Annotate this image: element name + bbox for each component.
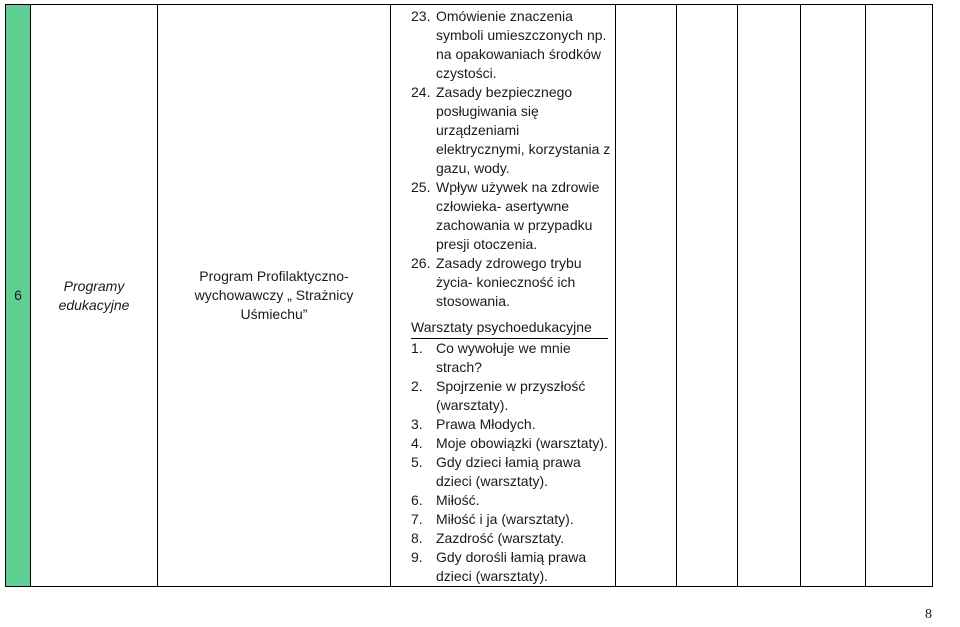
table-row <box>6 5 933 587</box>
list-item-number: 3. <box>411 416 423 432</box>
empty-cell-5 <box>866 5 933 587</box>
list-item <box>411 453 611 491</box>
list-item-text: Zasady zdrowego trybu życia- konieczność ich stosowania. <box>436 255 582 309</box>
list-item-number: 9. <box>411 549 423 565</box>
workshop-list <box>411 339 611 586</box>
empty-cell-4 <box>801 5 866 587</box>
row-number: 6 <box>14 287 22 303</box>
topics-content <box>391 5 615 586</box>
list-item-text: Co wywołuje we mnie strach? <box>436 340 571 375</box>
list-item <box>411 529 611 548</box>
list-item <box>411 178 611 254</box>
list-item <box>411 83 611 178</box>
program-table <box>5 4 933 587</box>
list-item-number: 4. <box>411 435 423 451</box>
list-item <box>411 7 611 83</box>
page-number: 8 <box>925 607 932 622</box>
list-item <box>411 434 611 453</box>
topic-list <box>411 7 611 311</box>
list-item-number: 7. <box>411 511 423 527</box>
list-item-text: Moje obowiązki (warsztaty). <box>436 435 608 451</box>
workshops-title: Warsztaty psychoedukacyjne <box>411 318 608 339</box>
list-item-text: Zasady bezpiecznego posługiwania się urządzeniami elektrycznymi, korzystania z gazu, wody. <box>436 84 611 176</box>
list-item-text: Miłość. <box>436 492 480 508</box>
program-name: Program Profilaktyczno-wychowawczy „ Strażnicy Uśmiechu” <box>194 268 354 322</box>
list-item <box>411 491 611 510</box>
topics-cell <box>391 5 616 587</box>
list-item-number: 23. <box>411 8 431 24</box>
list-item <box>411 415 611 434</box>
list-item-text: Miłość i ja (warsztaty). <box>436 511 574 527</box>
list-item-text: Prawa Młodych. <box>436 416 536 432</box>
list-item-text: Spojrzenie w przyszłość (warsztaty). <box>436 378 586 413</box>
list-item-number: 26. <box>411 255 431 271</box>
list-item-number: 5. <box>411 454 423 470</box>
empty-cell-1 <box>616 5 677 587</box>
list-item <box>411 339 611 377</box>
list-item-number: 24. <box>411 84 431 100</box>
category-label: Programy edukacyjne <box>58 277 130 313</box>
list-item-number: 2. <box>411 378 423 394</box>
list-item-text: Zazdrość (warsztaty. <box>436 530 565 546</box>
program-cell <box>158 5 391 587</box>
list-item-text: Wpływ używek na zdrowie człowieka- asertywne zachowania w przypadku presji otoczenia. <box>436 179 600 252</box>
list-item-text: Omówienie znaczenia symboli umieszczonych np. na opakowaniach środków czystości. <box>436 8 607 81</box>
list-item-number: 1. <box>411 340 423 356</box>
list-item-text: Gdy dzieci łamią prawa dzieci (warsztaty). <box>436 454 581 489</box>
category-cell <box>31 5 158 587</box>
list-item-number: 6. <box>411 492 423 508</box>
row-number-cell <box>6 5 31 587</box>
empty-cell-3 <box>738 5 801 587</box>
list-item-number: 25. <box>411 179 431 195</box>
list-item <box>411 510 611 529</box>
list-item <box>411 377 611 415</box>
list-item-text: Gdy dorośli łamią prawa dzieci (warsztaty). <box>436 549 587 584</box>
list-item <box>411 548 611 586</box>
empty-cell-2 <box>677 5 738 587</box>
list-item-number: 8. <box>411 530 423 546</box>
list-item <box>411 254 611 311</box>
